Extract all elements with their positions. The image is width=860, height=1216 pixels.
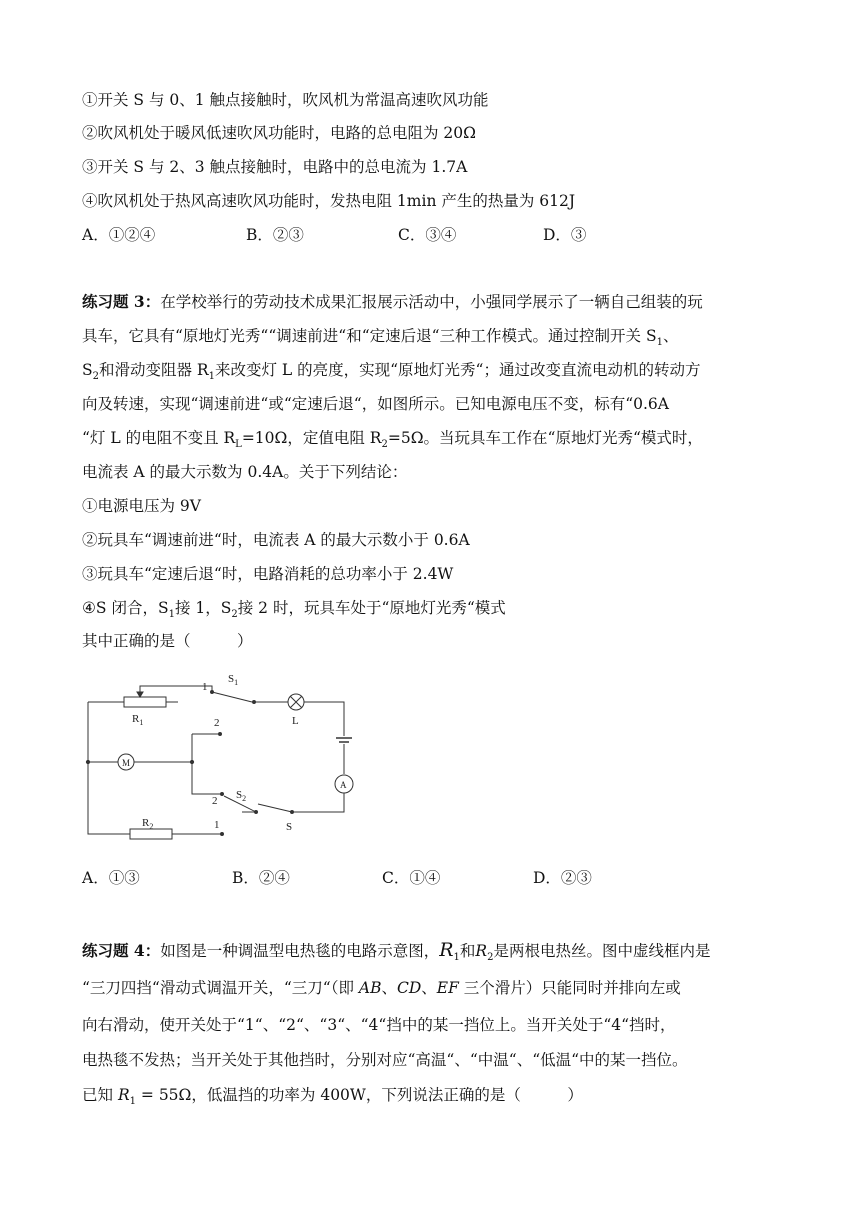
q3-text-3b: 和滑动变阻器 R xyxy=(99,361,209,379)
q3-circuit-diagram xyxy=(82,664,362,844)
q3-line-2 xyxy=(82,326,678,353)
r1-resistor xyxy=(124,697,166,707)
q4-r1: R xyxy=(439,939,454,961)
q4-line-1 xyxy=(82,940,710,968)
q3-text-2b: 、 xyxy=(662,327,679,345)
q2-option-b[interactable]: B．②③ xyxy=(246,226,304,244)
contact-2-top xyxy=(219,733,222,736)
label-s1: $S_1$ xyxy=(228,673,239,687)
q3-sub-rl: L xyxy=(235,439,242,451)
q3-statement-1: ①电源电压为 9V xyxy=(82,497,201,515)
contact-2-bottom xyxy=(221,793,224,796)
s1-contact-1 xyxy=(211,691,214,694)
label-s2: $S_2$ xyxy=(236,789,247,803)
q3-option-d[interactable]: D．②③ xyxy=(533,869,592,887)
label-m: M xyxy=(122,758,131,768)
q3-s4-sub1: 1 xyxy=(168,609,175,621)
q4-text-2d: 三个滑片）只能同时并排向左或 xyxy=(458,979,681,997)
q4-r1-inline: R xyxy=(117,1086,130,1104)
q3-option-c[interactable]: C．①④ xyxy=(382,869,441,887)
q3-s4-c: 接 2 时，玩具车处于“原地灯光秀“模式 xyxy=(237,599,506,617)
label-contact-2-top: 2 xyxy=(214,717,220,729)
q3-text-5b: =10Ω，定值电阻 R xyxy=(241,429,382,447)
q3-option-a[interactable]: A．①③ xyxy=(82,869,140,887)
s1-blade xyxy=(212,692,252,702)
q4-colon: ： xyxy=(144,941,161,960)
label-r2: $R_2$ xyxy=(142,817,154,831)
q3-sub-r2: 2 xyxy=(381,439,388,451)
q4-line-5 xyxy=(82,1085,583,1112)
q3-text-3a: S xyxy=(82,361,93,379)
wire-ammeter-down xyxy=(292,793,344,812)
node-mid xyxy=(190,760,193,763)
label-a: A xyxy=(340,780,347,790)
q3-line-3 xyxy=(82,360,700,387)
q2-option-a[interactable]: A．①②④ xyxy=(82,226,156,244)
q3-line-1 xyxy=(82,292,703,312)
wire-left xyxy=(88,702,130,834)
q4-r2: R xyxy=(475,942,488,960)
q4-r1-inline-sub: 1 xyxy=(129,1096,136,1108)
q4-line-3: 向右滑动，使开关处于“1“、“2“、“3“、“4“挡中的某一挡位上。当开关处于“4“挡时， xyxy=(82,1016,676,1034)
s2-pivot xyxy=(255,811,258,814)
q4-text-2a: “三刀四挡“滑动式调温开关，“三刀“（即 xyxy=(82,979,359,997)
label-s: S xyxy=(286,821,293,833)
q2-statement-4: ④吹风机处于热风高速吹风功能时，发热电阻 1min 产生的热量为 612J xyxy=(82,192,576,210)
s-switch-blade xyxy=(258,804,292,812)
q4-text-1c: 是两根电热丝。图中虚线框内是 xyxy=(493,942,711,960)
q2-statement-1: ①开关 S 与 0、1 触点接触时，吹风机为常温高速吹风功能 xyxy=(82,91,489,109)
wire-motor-node xyxy=(192,734,222,794)
q3-statement-2: ②玩具车“调速前进“时，电流表 A 的最大示数小于 0.6A xyxy=(82,531,470,549)
node-left xyxy=(86,760,89,763)
q3-text-3c: 来改变灯 L 的亮度，实现“原地灯光秀“；通过改变直流电动机的转动方 xyxy=(214,361,701,379)
q4-text-5b: = 55Ω，低温挡的功率为 400W，下列说法正确的是（ ） xyxy=(135,1086,583,1104)
q4-r2-sub: 2 xyxy=(487,952,494,964)
q3-sub-s2: 2 xyxy=(92,371,99,383)
q4-line-2 xyxy=(82,978,681,998)
q4-text-2b: 、 xyxy=(381,979,397,997)
q2-option-d[interactable]: D．③ xyxy=(543,226,587,244)
q3-ask: 其中正确的是（ ） xyxy=(82,632,253,650)
label-r1: $R_1$ xyxy=(132,713,144,727)
q3-label: 练习题 3 xyxy=(82,292,145,311)
q3-sub-s1: 1 xyxy=(656,337,663,349)
q3-sub-r1: 1 xyxy=(208,371,215,383)
label-contact-1-top: 1 xyxy=(202,681,208,693)
label-contact-1-bottom: 1 xyxy=(214,819,220,831)
r1-slider-arrow xyxy=(137,692,143,697)
q4-text-5a: 已知 xyxy=(82,1086,118,1104)
q3-statement-4 xyxy=(82,598,506,625)
q3-text-1: 在学校举行的劳动技术成果汇报展示活动中，小强同学展示了一辆自己组装的玩 xyxy=(160,293,703,311)
battery xyxy=(336,738,352,742)
q3-text-5c: =5Ω。当玩具车工作在“原地灯光秀“模式时， xyxy=(387,429,703,447)
q4-line-4: 电热毯不发热；当开关处于其他挡时，分别对应“高温“、“中温“、“低温“中的某一挡位。 xyxy=(82,1051,688,1069)
q2-option-c[interactable]: C．③④ xyxy=(398,226,457,244)
label-contact-2-bottom: 2 xyxy=(212,795,218,807)
s-contact xyxy=(291,811,294,814)
lamp-cross xyxy=(290,696,302,708)
q2-statement-3: ③开关 S 与 2、3 触点接触时，电路中的总电流为 1.7A xyxy=(82,158,468,176)
q4-label: 练习题 4 xyxy=(82,941,145,960)
q3-line-5 xyxy=(82,428,703,455)
label-l: L xyxy=(292,715,299,727)
q4-text-2c: 、 xyxy=(421,979,437,997)
q3-s4-b: 接 1，S xyxy=(174,599,232,617)
q3-line-6: 电流表 A 的最大示数为 0.4A。关于下列结论： xyxy=(82,463,408,481)
q3-s4-a: ④S 闭合，S xyxy=(82,599,169,617)
q4-text-1a: 如图是一种调温型电热毯的电路示意图， xyxy=(160,942,440,960)
q3-s4-sub2: 2 xyxy=(231,609,238,621)
contact-1-bottom xyxy=(221,833,224,836)
q4-ef: EF xyxy=(436,979,459,997)
q3-option-b[interactable]: B．②④ xyxy=(232,869,290,887)
q4-text-1b: 和 xyxy=(459,942,476,960)
q3-statement-3: ③玩具车“定速后退“时，电路消耗的总功率小于 2.4W xyxy=(82,565,454,583)
q4-cd: CD xyxy=(396,979,422,997)
q4-r1-sub: 1 xyxy=(453,952,460,964)
q3-text-2a: 具车，它具有“原地灯光秀““调速前进“和“定速后退“三种工作模式。通过控制开关 S xyxy=(82,327,657,345)
q4-ab: AB xyxy=(358,979,382,997)
wire-lamp-right xyxy=(304,702,344,736)
q3-line-4: 向及转速，实现“调速前进“或“定速后退“，如图所示。已知电源电压不变，标有“0.6A xyxy=(82,395,669,413)
q3-text-5a: “灯 L 的电阻不变且 R xyxy=(82,429,236,447)
q3-colon: ： xyxy=(144,292,161,311)
q2-statement-2: ②吹风机处于暖风低速吹风功能时，电路的总电阻为 20Ω xyxy=(82,124,477,142)
